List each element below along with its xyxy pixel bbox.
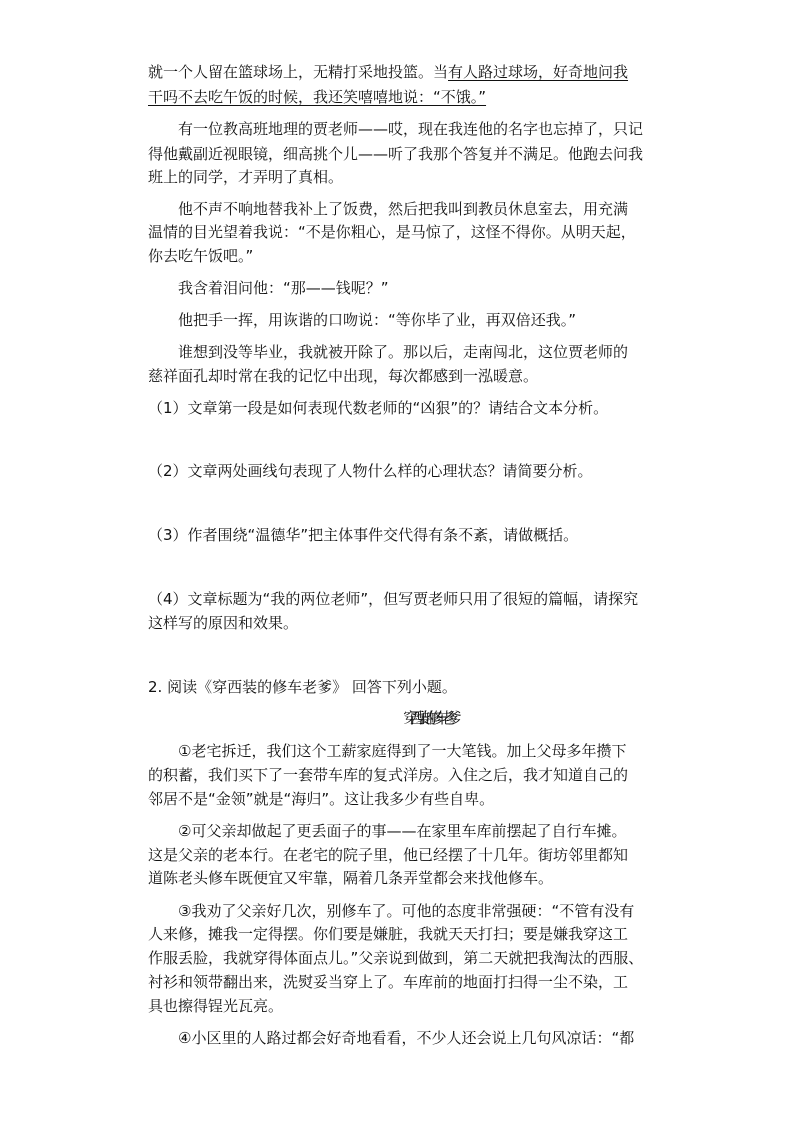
article-title: 穿西装的修车老爹 <box>403 709 453 727</box>
question-4-line2: 这样写的原因和效果。 <box>148 614 299 632</box>
underlined-sentence: 干吗不去吃午饭的时候，我还笑嘻嘻地说：“不饿。” <box>148 88 487 106</box>
passage1-paragraph2-line1: 有一位教高班地理的贾老师——哎，现在我连他的名字也忘掉了，只记 <box>178 120 644 138</box>
question-2: （2）文章两处画线句表现了人物什么样的心理状态？请简要分析。 <box>148 462 593 480</box>
question-1: （1）文章第一段是如何表现代数老师的“凶狠”的？请结合文本分析。 <box>148 399 609 417</box>
article-paragraph4-line1: ④小区里的人路过都会好奇地看看，不少人还会说上几句风凉话：“都 <box>178 1029 635 1047</box>
underlined-sentence: 有人路过球场，好奇地问我 <box>448 63 629 81</box>
question-3: （3）作者围绕“温德华”把主体事件交代得有条不紊，请做概括。 <box>148 526 579 544</box>
article-paragraph1-line2: 的积蓄，我们买下了一套带车库的复式洋房。入住之后，我才知道自己的 <box>148 766 629 784</box>
passage1-paragraph3-line1: 他不声不响地替我补上了饭费，然后把我叫到教员休息室去，用充满 <box>178 200 629 218</box>
passage1-paragraph6-line1: 谁想到没等毕业，我就被开除了。那以后，走南闯北，这位贾老师的 <box>178 343 629 361</box>
passage1-paragraph2-line3: 班上的同学，才弄明了真相。 <box>148 168 344 186</box>
question-4-line1: （4）文章标题为“我的两位老师”，但写贾老师只用了很短的篇幅，请探究 <box>148 590 639 608</box>
article-paragraph3-line3: 作服丢脸，我就穿得体面点儿。”父亲说到做到，第二天就把我淘汰的西服、 <box>148 949 644 967</box>
article-paragraph2-line2: 这是父亲的老本行。在老宅的院子里，他已经摆了十几年。街坊邻里都知 <box>148 846 629 864</box>
passage1-paragraph6-line2: 慈祥面孔却时常在我的记忆中出现，每次都感到一泓暖意。 <box>148 367 539 385</box>
passage1-paragraph2-line2: 得他戴副近视眼镜，细高挑个儿——听了我那个答复并不满足。他跑去问我 <box>148 145 644 163</box>
passage1-paragraph3-line3: 你去吃午饭吧。” <box>148 247 254 265</box>
section2-heading: 2. 阅读《穿西装的修车老爹》 回答下列小题。 <box>148 678 457 696</box>
article-paragraph1-line1: ①老宅拆迁，我们这个工薪家庭得到了一大笔钱。加上父母多年攒下 <box>178 742 627 760</box>
passage1-paragraph3-line2: 温情的目光望着我说：“不是你粗心，是马惊了，这怪不得你。从明天起， <box>148 223 636 241</box>
article-paragraph2-line3: 道陈老头修车既便宜又牢靠，隔着几条弄堂都会来找他修车。 <box>148 869 554 887</box>
passage1-paragraph5: 他把手一挥，用诙谐的口吻说：“等你毕了业，再双倍还我。” <box>178 311 577 329</box>
passage1-paragraph4: 我含着泪问他：“那——钱呢？” <box>178 279 389 297</box>
article-paragraph1-line3: 邻居不是“金领”就是“海归”。这让我多少有些自卑。 <box>148 790 495 808</box>
passage1-paragraph1-line1 <box>148 61 628 84</box>
article-paragraph3-line1: ③我劝了父亲好几次，别修车了。可他的态度非常强硬：“不管有没有 <box>178 902 635 920</box>
article-paragraph3-line5: 具也擦得锃光瓦亮。 <box>148 997 284 1015</box>
article-paragraph3-line4: 衬衫和领带翻出来，洗熨妥当穿上了。车库前的地面打扫得一尘不染，工 <box>148 973 629 991</box>
article-paragraph3-line2: 人来修，摊我一定得摆。你们要是嫌脏，我就天天打扫；要是嫌我穿这工 <box>148 925 629 943</box>
article-paragraph2-line1: ②可父亲却做起了更丢面子的事——在家里车库前摆起了自行车摊。 <box>178 822 627 840</box>
passage1-text: 就一个人留在篮球场上，无精打采地投篮。当 <box>148 63 449 81</box>
